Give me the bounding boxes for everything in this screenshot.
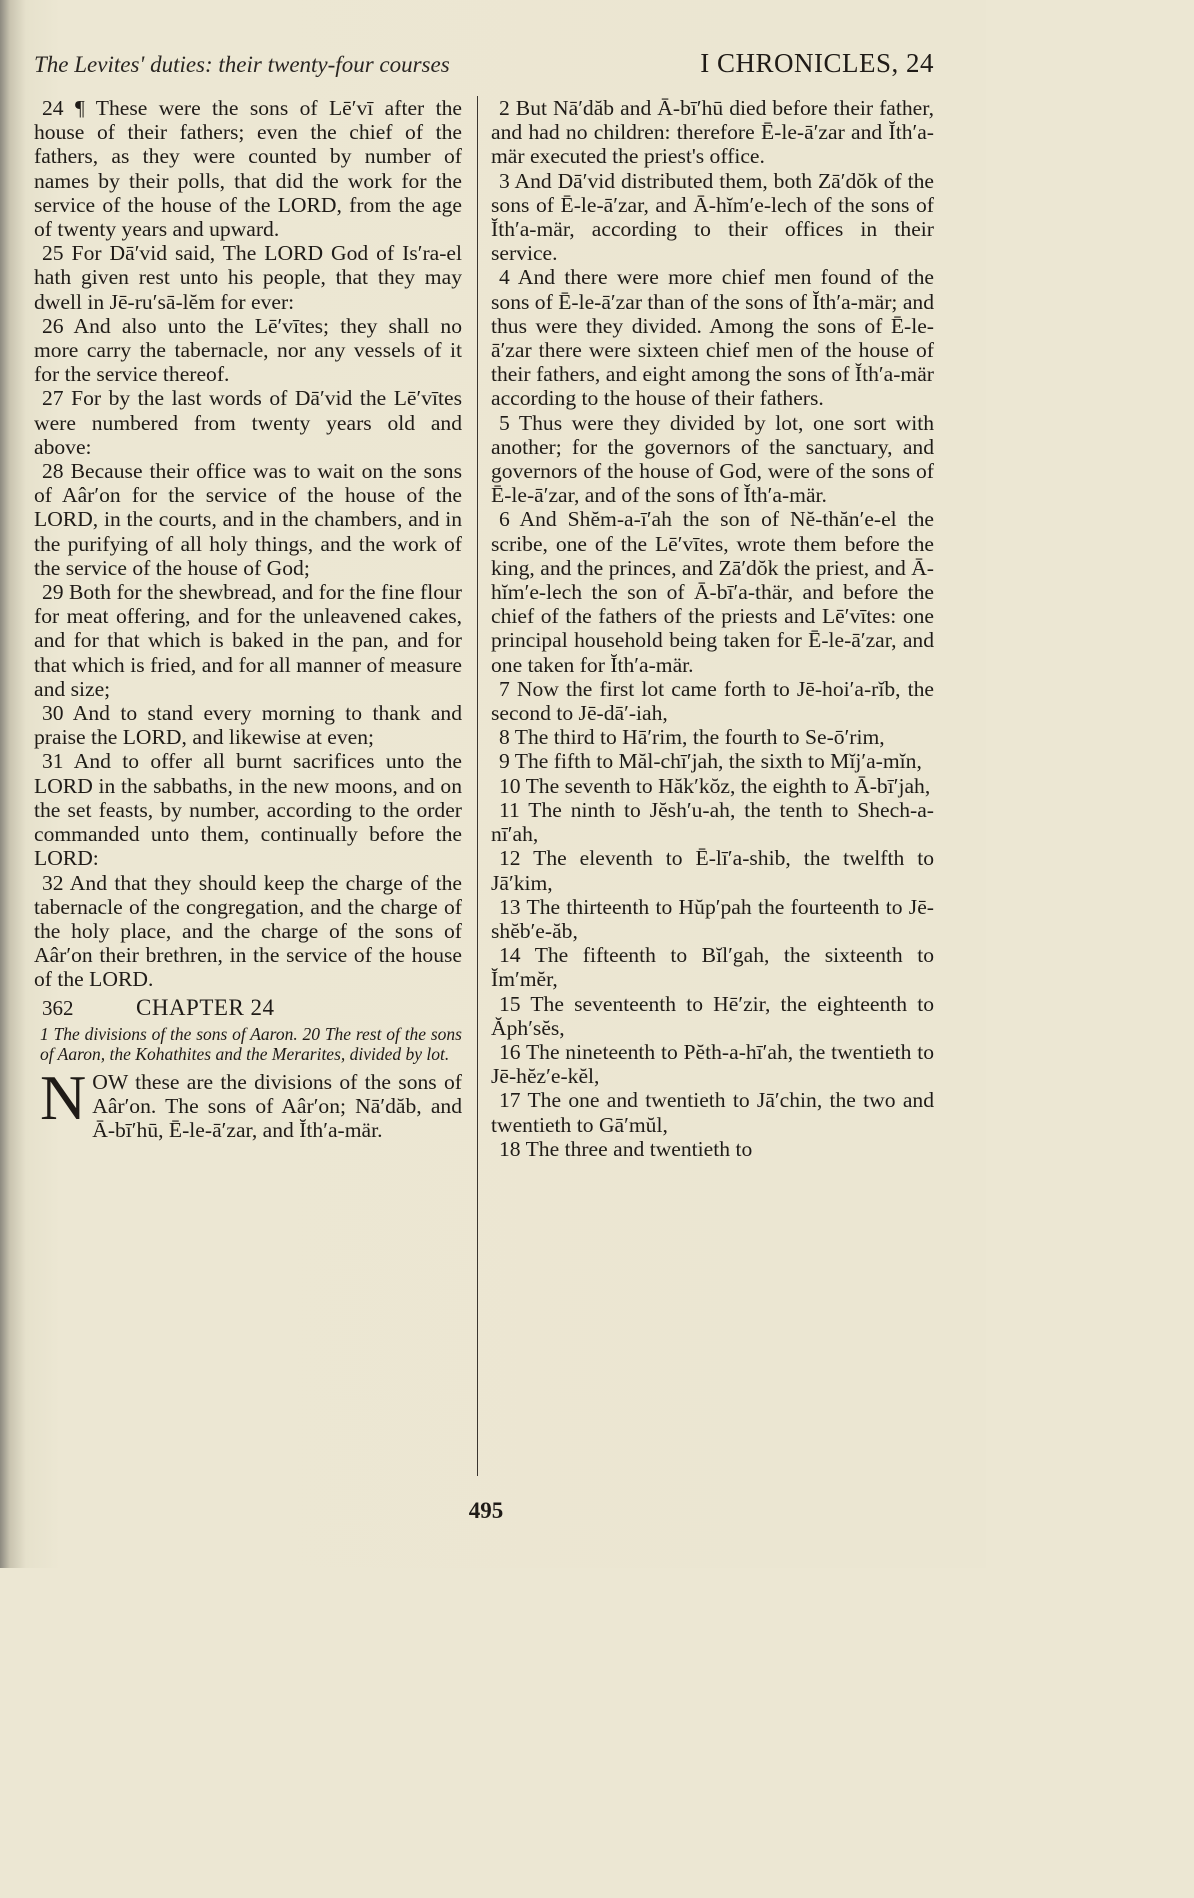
verse: 26 And also unto the Lē′vītes; they shall no more carry the tabernacle, nor any vessels of it for the service thereof. <box>34 313 462 387</box>
verse: 7 Now the first lot came forth to Jē-hoi′a-rĭb, the second to Jē-dā′-iah, <box>491 676 934 726</box>
chapter-title: CHAPTER 24 <box>136 994 275 1020</box>
verse: 11 The ninth to Jĕsh′u-ah, the tenth to Shech-a-nī′ah, <box>491 797 934 847</box>
verse: 15 The seventeenth to Hē′zir, the eighteenth to Ăph′sĕs, <box>491 991 934 1040</box>
chapter-summary: 1 The divisions of the sons of Aaron. 20 The rest of the sons of Aaron, the Kohathites and the Merarites, divided by lot. <box>40 1023 462 1064</box>
verse: 6 And Shĕm-a-ī′ah the son of Nĕ-thăn′e-el the scribe, one of the Lē′vītes, wrote them before the king, and the princes, and Zā′dŏk the priest, and Ā-hĭm′e-lech the son of Ā-bī′a-thär, and before the chief of the fathers of the priests and Lē′vītes: one principal household being taken for Ē-le-ā′zar, and one taken for Ĭth′a-mär. <box>491 507 934 677</box>
verse: 17 The one and twentieth to Jā′chin, the two and twentieth to Gā′mŭl, <box>491 1088 934 1137</box>
verse: 29 Both for the shewbread, and for the fine flour for meat offering, and for the unleavened cakes, and for that which is baked in the pan, and for that which is fried, and for all manner of measure and size; <box>34 580 462 701</box>
verse: 28 Because their office was to wait on the sons of Aâr′on for the service of the house of the LORD, in the courts, and in the chambers, and in the purifying of all holy things, and the work of the service of the house of God; <box>34 459 462 580</box>
verse: 30 And to stand every morning to thank and praise the LORD, and likewise at even; <box>34 701 462 750</box>
verse: 5 Thus were they divided by lot, one sort with another; for the governors of the sanctuary, and governors of the house of God, were of the sons of Ē-le-ā′zar, and of the sons of Ĭth′a-mär. <box>491 410 934 508</box>
first-verse-text: OW these are the divisions of the sons of Aâr′on. The sons of Aâr′on; Nā′dăb, and Ā-bī′hū, Ē-le-ā′zar, and Ĭth′a-mär. <box>92 1069 462 1143</box>
verse: 27 For by the last words of Dā′vid the Lē′vītes were numbered from twenty years old and above: <box>34 386 462 459</box>
verse: 24 ¶ These were the sons of Lē′vī after the house of their fathers; even the chief of the fathers, as they were counted by number of names by their polls, that did the work for the service of the house of the LORD, from the age of twenty years and upward. <box>34 96 462 242</box>
first-verse <box>34 1061 462 1143</box>
verse: 3 And Dā′vid distributed them, both Zā′dŏk of the sons of Ē-le-ā′zar, and Ā-hĭm′e-lech of the sons of Ĭth′a-mär, according to their offices in their service. <box>491 168 934 266</box>
verse: 10 The seventh to Hăk′kŏz, the eighth to Ā-bī′jah, <box>499 773 931 798</box>
chapter-heading <box>34 996 462 1020</box>
verse: 14 The fifteenth to Bĭl′gah, the sixteenth to Ĭm′mĕr, <box>491 943 934 992</box>
drop-cap: N <box>40 1061 87 1133</box>
verse: 13 The thirteenth to Hŭp′pah the fourteenth to Jē-shĕb′e-ăb, <box>491 894 934 943</box>
page-number-text: 495 <box>468 1498 504 1523</box>
verse: 12 The eleventh to Ē-lī′a-shib, the twelfth to Jā′kim, <box>491 846 934 895</box>
chapter-page-number: 362 <box>42 995 74 1020</box>
running-title: The Levites' duties: their twenty-four courses <box>34 52 450 77</box>
page-number <box>0 1498 986 1524</box>
column-divider <box>477 96 478 1476</box>
right-column <box>487 96 934 1476</box>
verse: 9 The fifth to Măl-chī′jah, the sixth to Mĭj′a-mĭn, <box>499 749 922 774</box>
verse: 32 And that they should keep the charge of the tabernacle of the congregation, and the charge of the holy place, and the charge of the sons of Aâr′on their brethren, in the service of the house of the LORD. <box>34 870 462 992</box>
verse: 25 For Dā′vid said, The LORD God of Is′ra-el hath given rest unto his people, that they may dwell in Jē-ru′sā-lĕm for ever: <box>34 241 462 314</box>
verse: 8 The third to Hā′rim, the fourth to Se-ō′rim, <box>499 725 885 750</box>
verse: 31 And to offer all burnt sacrifices unto the LORD in the sabbaths, in the new moons, and on the set feasts, by number, according to the order commanded unto them, continually before the LORD: <box>34 749 462 871</box>
left-column <box>34 96 468 1476</box>
verse: 18 The three and twentieth to <box>499 1136 753 1161</box>
book-chapter-title: I CHRONICLES, 24 <box>700 48 934 78</box>
verse: 2 But Nā′dăb and Ā-bī′hū died before their father, and had no children: therefore Ē-le-ā′zar and Ĭth′a-mär executed the priest's office. <box>491 96 934 169</box>
verse: 16 The nineteenth to Pĕth-a-hī′ah, the twentieth to Jē-hĕz′e-kĕl, <box>491 1039 934 1089</box>
page-header <box>34 48 934 84</box>
verse: 4 And there were more chief men found of the sons of Ē-le-ā′zar than of the sons of Ĭth′a-mär; and thus were they divided. Among the sons of Ē-le-ā′zar there were sixteen chief men of the house of their fathers, and eight among the sons of Ĭth′a-mär according to the house of their fathers. <box>491 265 934 411</box>
